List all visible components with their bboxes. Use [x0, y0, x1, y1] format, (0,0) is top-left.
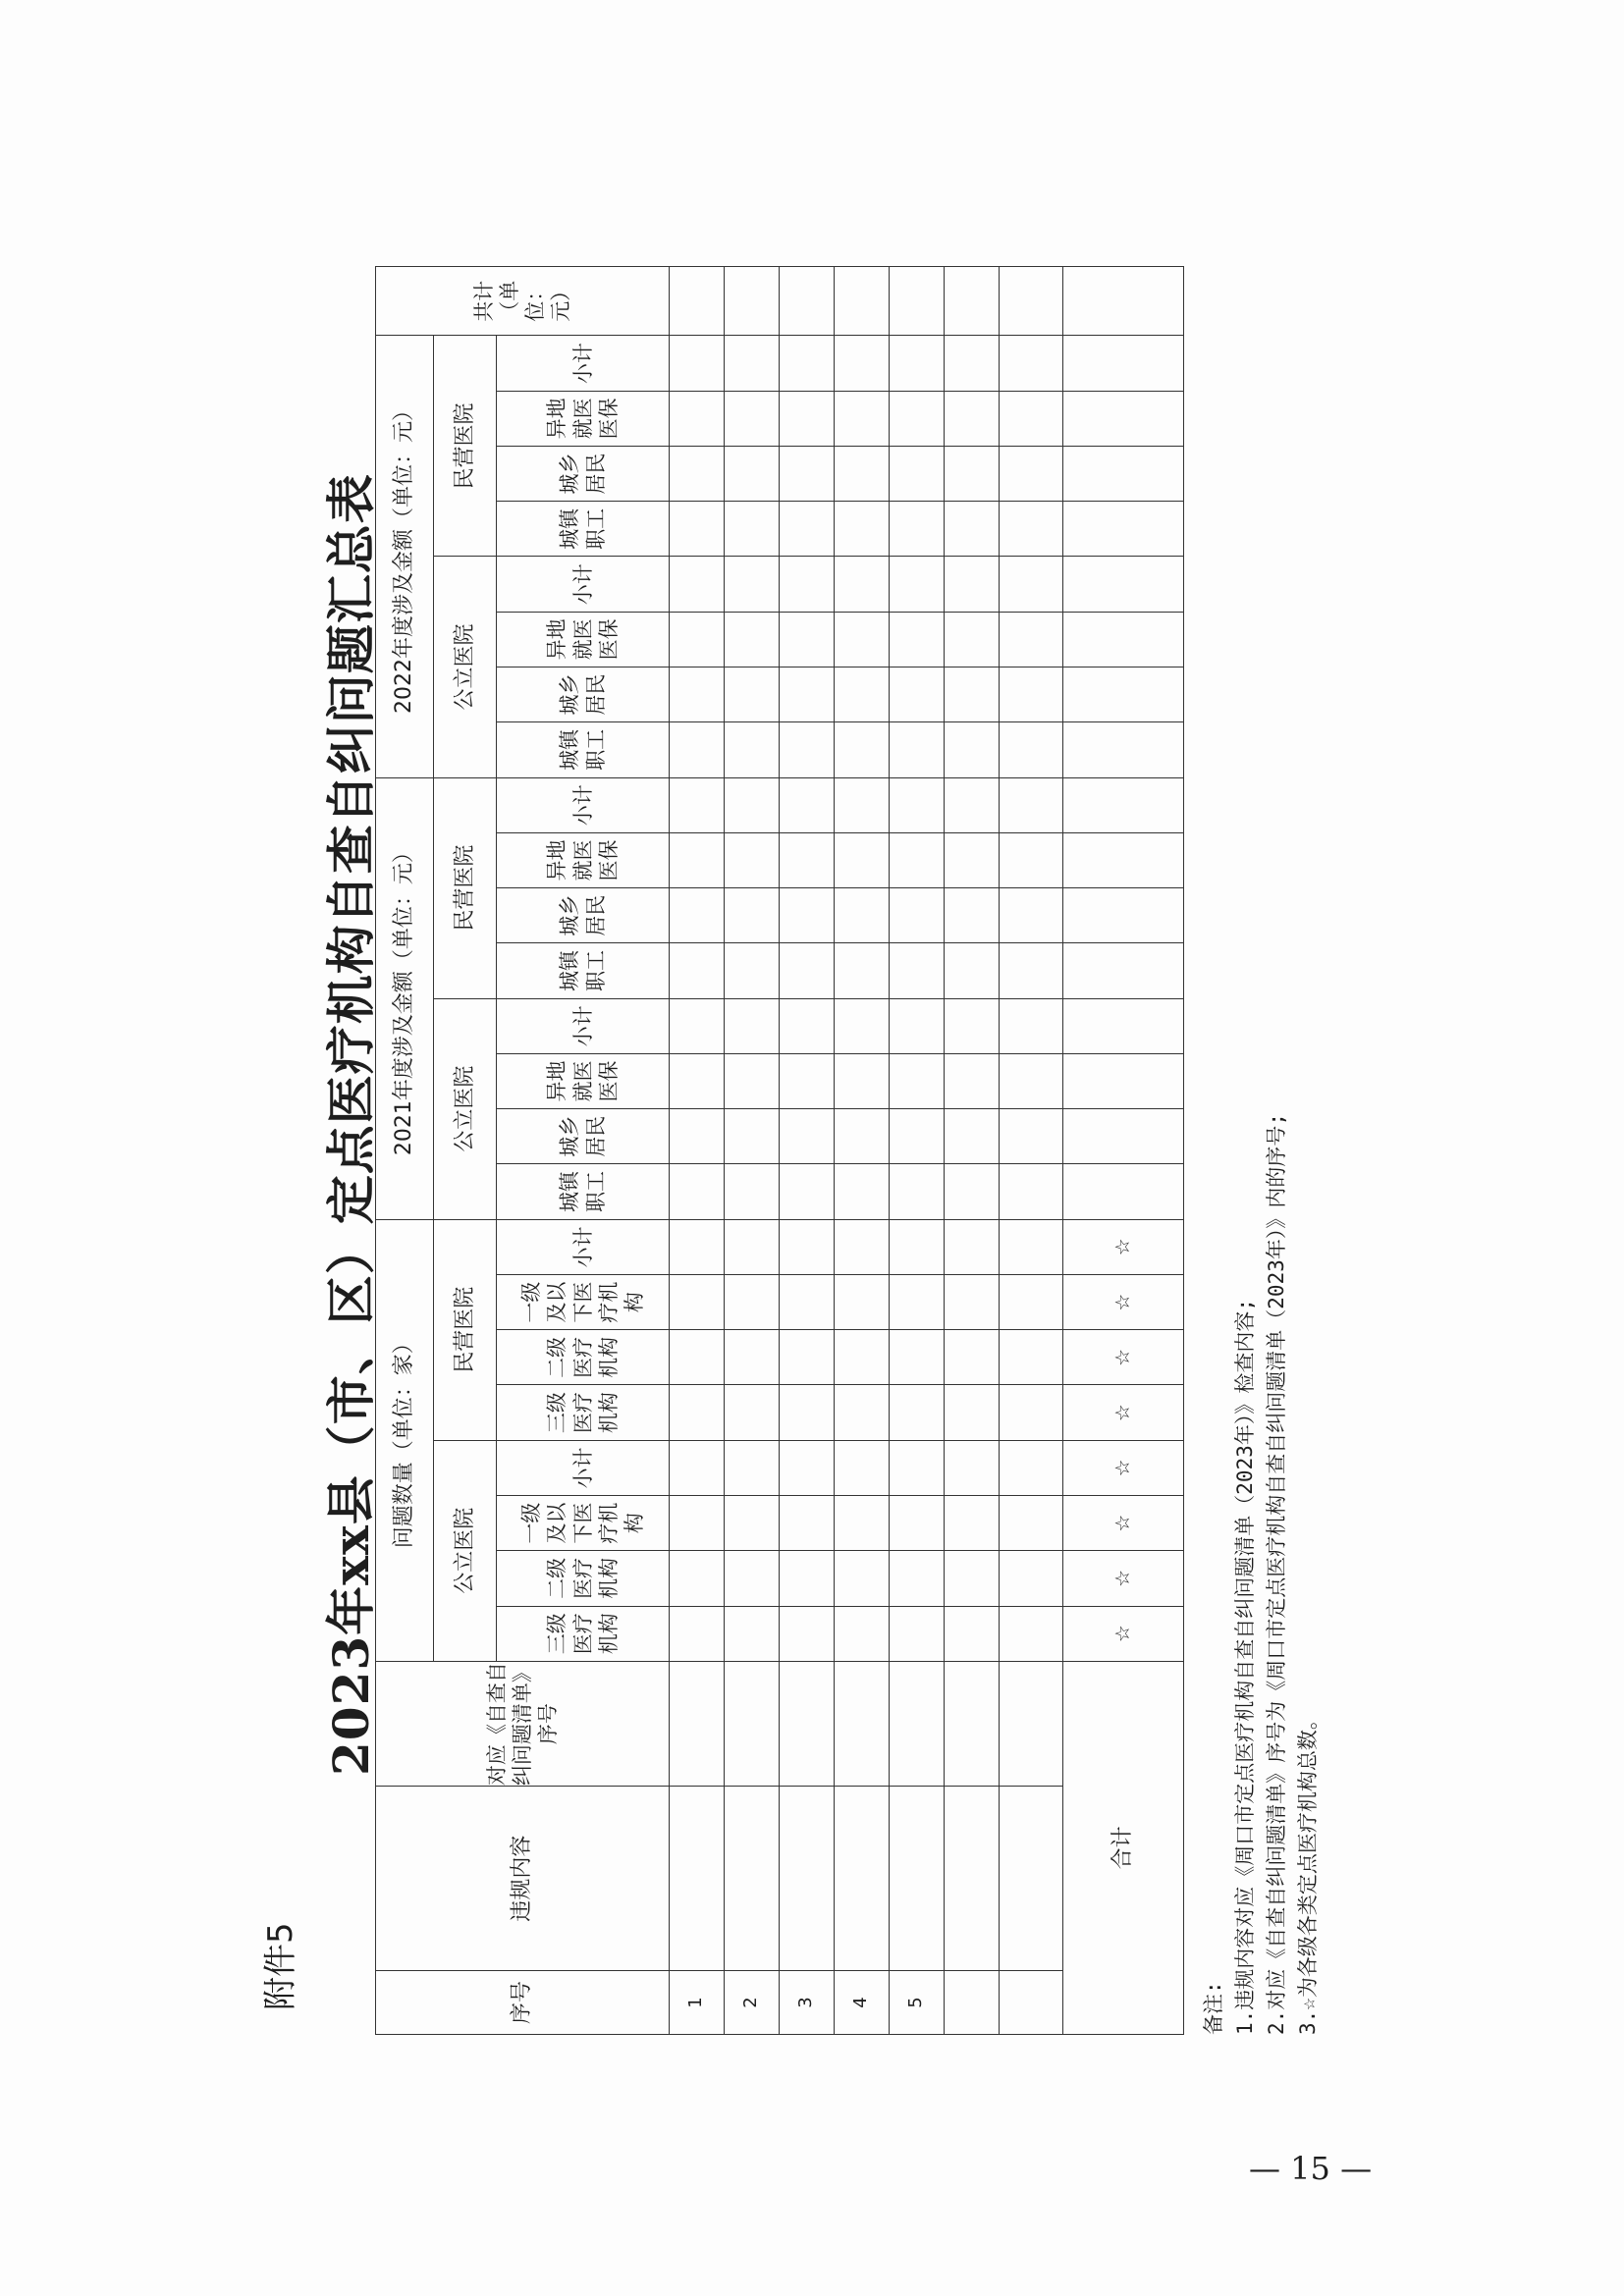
star-marker: ☆	[1062, 1330, 1183, 1385]
table-cell	[670, 1330, 725, 1385]
table-cell	[834, 667, 889, 722]
table-cell	[944, 336, 999, 391]
table-cell	[779, 722, 834, 777]
header-urban-worker: 城镇职工	[497, 1164, 670, 1219]
table-cell	[834, 1661, 889, 1787]
table-cell	[1062, 888, 1183, 943]
table-cell	[944, 1787, 999, 1971]
table-cell	[999, 1496, 1062, 1551]
table-cell	[779, 832, 834, 887]
table-cell	[670, 998, 725, 1053]
table-cell	[999, 1787, 1062, 1971]
table-cell	[889, 998, 944, 1053]
table-cell	[779, 1330, 834, 1385]
table-cell	[1062, 1053, 1183, 1108]
table-cell	[779, 943, 834, 998]
table-cell	[889, 888, 944, 943]
header-total: 共计（单位：元）	[376, 267, 670, 336]
table-cell	[889, 1109, 944, 1164]
header-level2: 二级医疗机构	[497, 1551, 670, 1606]
table-cell	[779, 1661, 834, 1787]
header-level3: 三级医疗机构	[497, 1385, 670, 1440]
header-amount-2021: 2021年度涉及金额（单位：元）	[376, 777, 434, 1219]
table-cell	[944, 1219, 999, 1274]
notes-label: 备注:	[1202, 1981, 1225, 2035]
table-cell	[834, 502, 889, 557]
table-cell	[889, 1385, 944, 1440]
table-cell	[999, 502, 1062, 557]
table-cell	[999, 777, 1062, 832]
table-cell	[944, 612, 999, 667]
header-mapping: 对应《自查自纠问题清单》序号	[376, 1661, 670, 1787]
table-cell	[944, 832, 999, 887]
table-cell	[889, 722, 944, 777]
table-cell	[999, 1661, 1062, 1787]
table-cell	[889, 1787, 944, 1971]
header-subtotal: 小计	[497, 777, 670, 832]
header-level2: 二级医疗机构	[497, 1330, 670, 1385]
header-private-hospital: 民营医院	[434, 336, 497, 557]
table-cell	[889, 267, 944, 336]
table-cell	[779, 1496, 834, 1551]
table-cell	[670, 722, 725, 777]
table-cell	[999, 1551, 1062, 1606]
table-cell	[779, 446, 834, 501]
header-count-group: 问题数量（单位：家）	[376, 1219, 434, 1661]
table-cell	[779, 777, 834, 832]
table-cell	[889, 1606, 944, 1661]
table-cell	[670, 1551, 725, 1606]
table-cell	[889, 777, 944, 832]
table-cell	[779, 1385, 834, 1440]
summary-table-container	[375, 266, 1184, 2035]
table-cell	[834, 943, 889, 998]
table-cell	[724, 1385, 779, 1440]
table-cell	[944, 1440, 999, 1495]
star-marker: ☆	[1062, 1606, 1183, 1661]
table-cell	[999, 998, 1062, 1053]
header-urban-worker: 城镇职工	[497, 502, 670, 557]
table-cell	[999, 1164, 1062, 1219]
table-cell	[999, 943, 1062, 998]
table-cell	[999, 888, 1062, 943]
summary-table	[375, 266, 1184, 2035]
header-private-hospital: 民营医院	[434, 777, 497, 998]
table-cell	[944, 1551, 999, 1606]
table-cell	[834, 557, 889, 612]
table-cell	[834, 267, 889, 336]
table-cell	[724, 502, 779, 557]
table-cell	[834, 1274, 889, 1329]
table-cell	[944, 391, 999, 446]
star-marker: ☆	[1062, 1551, 1183, 1606]
header-offsite-medical: 异地就医医保	[497, 391, 670, 446]
table-cell	[944, 1661, 999, 1787]
table-cell	[670, 1053, 725, 1108]
table-cell	[724, 336, 779, 391]
star-marker: ☆	[1062, 1496, 1183, 1551]
table-cell	[889, 943, 944, 998]
table-cell	[670, 1385, 725, 1440]
table-cell	[999, 1274, 1062, 1329]
total-row-label: 合计	[1062, 1661, 1183, 2034]
table-cell	[834, 1787, 889, 1971]
table-cell	[670, 1440, 725, 1495]
table-cell	[1062, 722, 1183, 777]
table-cell	[779, 888, 834, 943]
table-cell	[670, 1787, 725, 1971]
table-cell	[724, 557, 779, 612]
table-cell	[834, 888, 889, 943]
table-cell	[779, 998, 834, 1053]
table-row	[724, 267, 779, 2035]
table-cell	[724, 1496, 779, 1551]
table-cell	[724, 1440, 779, 1495]
table-cell	[779, 1440, 834, 1495]
table-cell	[724, 667, 779, 722]
table-cell	[834, 1496, 889, 1551]
table-cell	[944, 1330, 999, 1385]
table-cell	[944, 667, 999, 722]
header-private-hospital: 民营医院	[434, 1219, 497, 1440]
table-cell	[834, 1440, 889, 1495]
table-cell	[1062, 667, 1183, 722]
table-cell	[1062, 1109, 1183, 1164]
table-cell	[724, 888, 779, 943]
table-cell	[944, 1606, 999, 1661]
header-public-hospital: 公立医院	[434, 1440, 497, 1661]
table-cell	[779, 1787, 834, 1971]
table-cell	[889, 1219, 944, 1274]
table-cell	[999, 667, 1062, 722]
header-urban-rural: 城乡居民	[497, 888, 670, 943]
header-offsite-medical: 异地就医医保	[497, 612, 670, 667]
table-cell	[889, 1330, 944, 1385]
table-cell	[1062, 336, 1183, 391]
header-offsite-medical: 异地就医医保	[497, 832, 670, 887]
table-cell	[944, 998, 999, 1053]
table-cell	[724, 1109, 779, 1164]
table-cell	[724, 267, 779, 336]
table-cell	[999, 267, 1062, 336]
page-number: — 15 —	[1249, 2150, 1373, 2187]
table-cell	[779, 1219, 834, 1274]
table-cell	[779, 557, 834, 612]
table-cell	[724, 722, 779, 777]
table-row	[889, 267, 944, 2035]
row-seq-number	[999, 1970, 1062, 2034]
table-cell	[670, 777, 725, 832]
table-cell	[999, 1440, 1062, 1495]
table-cell	[779, 391, 834, 446]
note-item: 2.对应《自查自纠问题清单》序号为《周口市定点医疗机构自查自纠问题清单（2023年）》内的序号;	[1265, 1113, 1288, 2035]
table-cell	[724, 777, 779, 832]
table-cell	[670, 1274, 725, 1329]
table-cell	[670, 667, 725, 722]
header-public-hospital: 公立医院	[434, 557, 497, 777]
table-cell	[834, 832, 889, 887]
table-cell	[944, 1053, 999, 1108]
table-cell	[999, 1385, 1062, 1440]
table-cell	[779, 1109, 834, 1164]
row-seq-number: 1	[670, 1970, 725, 2034]
table-cell	[724, 1787, 779, 1971]
table-cell	[670, 336, 725, 391]
table-cell	[944, 1385, 999, 1440]
table-cell	[724, 943, 779, 998]
row-seq-number: 4	[834, 1970, 889, 2034]
table-cell	[834, 777, 889, 832]
header-level1: 一级及以下医疗机构	[497, 1496, 670, 1551]
table-cell	[670, 267, 725, 336]
table-cell	[999, 1606, 1062, 1661]
table-cell	[724, 612, 779, 667]
table-cell	[670, 1606, 725, 1661]
table-cell	[889, 391, 944, 446]
table-cell	[889, 1440, 944, 1495]
table-cell	[889, 446, 944, 501]
table-cell	[779, 1164, 834, 1219]
table-cell	[889, 612, 944, 667]
table-cell	[944, 1164, 999, 1219]
table-row	[944, 267, 999, 2035]
table-cell	[999, 391, 1062, 446]
header-urban-rural: 城乡居民	[497, 667, 670, 722]
table-cell	[834, 446, 889, 501]
table-row	[999, 267, 1062, 2035]
table-cell	[724, 1661, 779, 1787]
row-seq-number: 5	[889, 1970, 944, 2034]
header-level3: 三级医疗机构	[497, 1606, 670, 1661]
table-cell	[724, 832, 779, 887]
table-cell	[944, 502, 999, 557]
header-subtotal: 小计	[497, 1219, 670, 1274]
table-cell	[999, 557, 1062, 612]
star-marker: ☆	[1062, 1440, 1183, 1495]
table-cell	[670, 1219, 725, 1274]
table-row	[376, 267, 434, 2035]
table-cell	[670, 391, 725, 446]
table-cell	[889, 502, 944, 557]
header-subtotal: 小计	[497, 336, 670, 391]
table-cell	[889, 1661, 944, 1787]
row-seq-number	[944, 1970, 999, 2034]
table-cell	[670, 943, 725, 998]
table-cell	[944, 446, 999, 501]
table-cell	[779, 1053, 834, 1108]
table-cell	[944, 1496, 999, 1551]
table-cell	[834, 1164, 889, 1219]
table-row	[670, 267, 725, 2035]
header-seq: 序号	[376, 1970, 670, 2034]
table-cell	[670, 502, 725, 557]
table-cell	[834, 1551, 889, 1606]
attachment-label: 附件5	[261, 1922, 300, 2010]
note-item: 1.违规内容对应《周口市定点医疗机构自查自纠问题清单（2023年）》检查内容;	[1233, 1299, 1257, 2035]
table-cell	[670, 1496, 725, 1551]
table-cell	[779, 1606, 834, 1661]
table-cell	[670, 888, 725, 943]
table-cell	[834, 1606, 889, 1661]
table-cell	[724, 1164, 779, 1219]
table-cell	[889, 1274, 944, 1329]
table-cell	[834, 722, 889, 777]
table-cell	[1062, 777, 1183, 832]
table-cell	[889, 832, 944, 887]
table-cell	[834, 391, 889, 446]
table-cell	[779, 502, 834, 557]
table-cell	[670, 446, 725, 501]
table-cell	[1062, 446, 1183, 501]
table-cell	[834, 1385, 889, 1440]
table-cell	[944, 943, 999, 998]
table-cell	[670, 1661, 725, 1787]
table-cell	[724, 1606, 779, 1661]
table-cell	[999, 336, 1062, 391]
table-cell	[724, 1274, 779, 1329]
star-marker: ☆	[1062, 1274, 1183, 1329]
table-cell	[999, 612, 1062, 667]
table-cell	[889, 1164, 944, 1219]
table-cell	[889, 1053, 944, 1108]
header-subtotal: 小计	[497, 1440, 670, 1495]
table-cell	[724, 391, 779, 446]
table-cell	[779, 1551, 834, 1606]
table-cell	[724, 998, 779, 1053]
table-cell	[999, 1053, 1062, 1108]
header-urban-rural: 城乡居民	[497, 446, 670, 501]
table-cell	[944, 777, 999, 832]
page-title: 2023年xx县（市、区）定点医疗机构自查自纠问题汇总表	[322, 473, 380, 1776]
table-cell	[779, 336, 834, 391]
header-urban-worker: 城镇职工	[497, 722, 670, 777]
star-marker: ☆	[1062, 1219, 1183, 1274]
table-cell	[779, 612, 834, 667]
header-violation: 违规内容	[376, 1787, 670, 1971]
table-cell	[724, 1053, 779, 1108]
row-seq-number: 2	[724, 1970, 779, 2034]
table-cell	[1062, 557, 1183, 612]
table-cell	[724, 1551, 779, 1606]
table-cell	[944, 267, 999, 336]
table-cell	[999, 1109, 1062, 1164]
table-cell	[670, 832, 725, 887]
table-cell	[1062, 1164, 1183, 1219]
table-cell	[1062, 267, 1183, 336]
table-cell	[834, 612, 889, 667]
table-cell	[724, 1330, 779, 1385]
table-cell	[944, 722, 999, 777]
header-urban-worker: 城镇职工	[497, 943, 670, 998]
table-cell	[889, 557, 944, 612]
table-cell	[834, 336, 889, 391]
table-cell	[779, 267, 834, 336]
table-cell	[889, 1496, 944, 1551]
table-cell	[999, 832, 1062, 887]
table-cell	[1062, 832, 1183, 887]
table-row	[779, 267, 834, 2035]
table-cell	[834, 1219, 889, 1274]
table-cell	[724, 1219, 779, 1274]
table-cell	[779, 1274, 834, 1329]
header-amount-2022: 2022年度涉及金额（单位：元）	[376, 336, 434, 777]
table-cell	[670, 1164, 725, 1219]
row-seq-number: 3	[779, 1970, 834, 2034]
header-offsite-medical: 异地就医医保	[497, 1053, 670, 1108]
header-subtotal: 小计	[497, 998, 670, 1053]
table-row	[1062, 267, 1183, 2035]
table-cell	[999, 446, 1062, 501]
notes-block	[1198, 1113, 1324, 2035]
table-cell	[1062, 612, 1183, 667]
table-cell	[999, 1219, 1062, 1274]
header-level1: 一级及以下医疗机构	[497, 1274, 670, 1329]
table-cell	[724, 446, 779, 501]
table-cell	[670, 612, 725, 667]
table-row	[834, 267, 889, 2035]
star-marker: ☆	[1062, 1385, 1183, 1440]
table-cell	[889, 1551, 944, 1606]
table-cell	[944, 557, 999, 612]
table-cell	[944, 1274, 999, 1329]
table-cell	[834, 1330, 889, 1385]
table-cell	[1062, 391, 1183, 446]
table-cell	[834, 998, 889, 1053]
table-cell	[1062, 502, 1183, 557]
table-cell	[944, 888, 999, 943]
table-cell	[1062, 943, 1183, 998]
table-cell	[944, 1109, 999, 1164]
header-public-hospital: 公立医院	[434, 998, 497, 1219]
table-cell	[1062, 998, 1183, 1053]
table-cell	[999, 722, 1062, 777]
table-cell	[999, 1330, 1062, 1385]
header-subtotal: 小计	[497, 557, 670, 612]
table-cell	[834, 1109, 889, 1164]
table-cell	[889, 336, 944, 391]
table-cell	[889, 667, 944, 722]
note-item: 3.☆为各级各类定点医疗机构总数。	[1296, 1709, 1320, 2035]
table-cell	[779, 667, 834, 722]
header-urban-rural: 城乡居民	[497, 1109, 670, 1164]
table-cell	[670, 1109, 725, 1164]
table-cell	[834, 1053, 889, 1108]
table-cell	[670, 557, 725, 612]
